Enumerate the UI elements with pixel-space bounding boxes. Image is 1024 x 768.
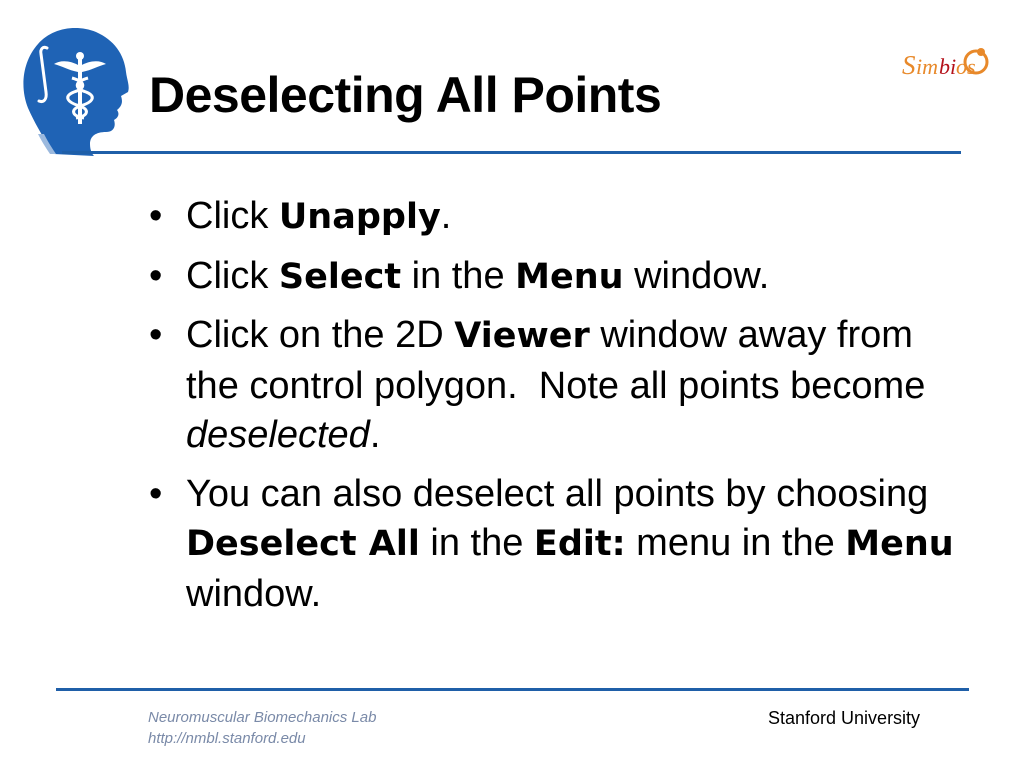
footer-lab-name: Neuromuscular Biomechanics Lab (148, 709, 377, 726)
bullet-text (186, 255, 769, 297)
bullet-segment: in the (401, 254, 516, 297)
footer-university: Stanford University (768, 708, 921, 728)
bullet-item (149, 311, 969, 461)
bullet-segment: Click (186, 254, 279, 297)
bullet-segment: menu in the (625, 522, 846, 564)
bullet-list (149, 192, 969, 628)
footer-lab-url[interactable]: http://nmbl.stanford.edu (148, 730, 306, 747)
bullet-segment-bold: Select (278, 256, 402, 297)
bullet-segment-bold: Unapply (278, 197, 441, 237)
bullet-text (186, 473, 954, 615)
bullet-item (149, 470, 969, 620)
bullet-segment-bold: Menu (845, 524, 954, 564)
bullet-segment: window away from the control polygon. Note all points become (186, 314, 936, 407)
bullet-segment-bold: Menu (515, 256, 624, 297)
title-divider (62, 151, 961, 154)
footer-lab-info (148, 707, 376, 749)
svg-text:S: S (902, 50, 916, 80)
bullet-segment: window. (186, 572, 322, 615)
svg-text:bi: bi (939, 54, 957, 79)
bullet-marker: • (149, 254, 163, 297)
bullet-marker: • (149, 314, 163, 356)
bullet-item (149, 252, 969, 303)
bullet-segment: window. (623, 254, 770, 297)
bullet-item (149, 192, 969, 243)
svg-text:os: os (956, 54, 976, 79)
bullet-segment: Click on the 2D (186, 314, 455, 356)
bullet-segment: . (369, 414, 381, 456)
bullet-segment-bold: Viewer (454, 316, 590, 356)
bullet-segment: in the (419, 522, 534, 564)
bullet-segment-italic: deselected (186, 414, 370, 456)
footer-divider (56, 688, 969, 691)
bullet-segment-bold: Deselect All (186, 524, 420, 564)
slide-title: Deselecting All Points (149, 67, 662, 123)
bullet-segment-bold: Edit: (533, 524, 626, 564)
bullet-segment: . (440, 195, 452, 237)
bullet-text (186, 195, 451, 237)
bullet-text (186, 314, 936, 456)
head-caduceus-icon (20, 22, 132, 157)
simbios-logo-icon (900, 40, 992, 86)
bullet-segment: You can also deselect all points by choosing (186, 472, 929, 515)
bullet-marker: • (149, 195, 163, 237)
svg-text:im: im (916, 54, 938, 79)
bullet-marker: • (149, 472, 163, 515)
bullet-segment: Click (186, 195, 279, 237)
